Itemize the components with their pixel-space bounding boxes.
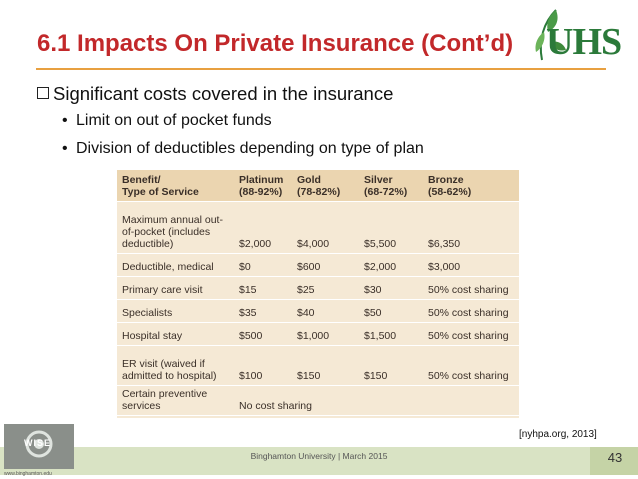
cell-silver: $50 [359,300,423,323]
title-divider [36,68,606,70]
cell-bronze: 50% cost sharing [423,346,519,386]
page-number: 43 [607,450,623,465]
bullet-dot-icon: • [62,140,68,157]
cell-bronze: 50% cost sharing [423,277,519,300]
table-row [117,300,519,323]
checkbox-bullet-icon [37,87,49,99]
sub-bullet-item [62,112,272,130]
uhs-logo-text: UHS [546,21,622,63]
cell-silver: $150 [359,346,423,386]
table-row [117,323,519,346]
cell-gold: $4,000 [292,202,359,254]
sub-bullet-item [62,140,424,158]
cell-silver: $2,000 [359,254,423,277]
slide-title: 6.1 Impacts On Private Insurance (Cont’d) [37,30,514,57]
sub-bullet-text: Limit on out of pocket funds [76,112,272,129]
cell-bronze: $6,350 [423,202,519,254]
cell-platinum: $35 [234,300,292,323]
header-silver: Silver (68-72%) [359,170,423,202]
main-bullet-text: Significant costs covered in the insurance [53,83,394,104]
cell-platinum: $2,000 [234,202,292,254]
table-row [117,346,519,386]
table-row [117,202,519,254]
plan-cost-table [117,170,519,416]
table-row [117,277,519,300]
cell-platinum: $100 [234,346,292,386]
cell-gold: $150 [292,346,359,386]
footer-text: Binghamton University | March 2015 [250,451,388,461]
cell-benefit: Maximum annual out-of-pocket (includes deductible) [117,202,234,254]
header-bronze: Bronze (58-62%) [423,170,519,202]
header-platinum: Platinum (88-92%) [234,170,292,202]
cell-silver: $30 [359,277,423,300]
citation: [nyhpa.org, 2013] [519,429,597,440]
cell-platinum: $0 [234,254,292,277]
cell-gold: $600 [292,254,359,277]
wise-logo-text: WISE [24,438,52,448]
sub-bullet-text: Division of deductibles depending on type of plan [76,140,424,157]
cell-benefit: Certain preventive services [117,386,234,416]
cell-bronze: 50% cost sharing [423,323,519,346]
table-row [117,386,519,416]
cell-bronze: 50% cost sharing [423,300,519,323]
cell-silver: $5,500 [359,202,423,254]
header-benefit: Benefit/ Type of Service [117,170,234,202]
cell-platinum: $15 [234,277,292,300]
wise-url: www.binghamton.edu [4,471,52,477]
main-bullet [37,83,393,105]
cell-benefit: Primary care visit [117,277,234,300]
header-gold: Gold (78-82%) [292,170,359,202]
cell-gold: $1,000 [292,323,359,346]
cell-platinum: $500 [234,323,292,346]
cell-benefit: Hospital stay [117,323,234,346]
cell-all-plans: No cost sharing [234,386,519,416]
cell-bronze: $3,000 [423,254,519,277]
table-row [117,254,519,277]
bullet-dot-icon: • [62,112,68,129]
cell-gold: $25 [292,277,359,300]
cell-silver: $1,500 [359,323,423,346]
plan-cost-table-image [117,170,519,418]
cell-benefit: ER visit (waived if admitted to hospital) [117,346,234,386]
table-header-row [117,170,519,202]
cell-gold: $40 [292,300,359,323]
cell-benefit: Deductible, medical [117,254,234,277]
cell-benefit: Specialists [117,300,234,323]
